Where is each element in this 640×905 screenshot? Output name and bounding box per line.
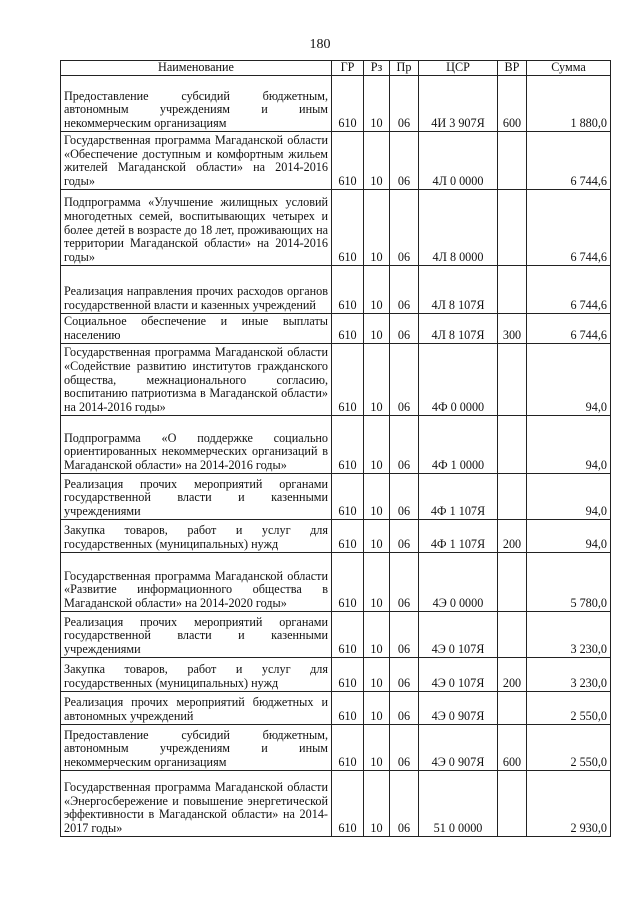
row-csr: 4Л 0 0000: [419, 132, 498, 190]
row-pr: 06: [390, 771, 419, 837]
row-sum: 94,0: [527, 416, 611, 474]
table-row: [61, 771, 611, 837]
row-gr: 610: [332, 416, 364, 474]
row-csr: 51 0 0000: [419, 771, 498, 837]
row-name: Государственная программа Магаданской области «Обеспечение доступным и комфортным жильем жителей Магаданской области» на 2014-2016 годы»: [61, 132, 332, 190]
table-header-row: [61, 61, 611, 76]
row-name: Предоставление субсидий бюджетным, автономным учреждениям и иным некоммерческим организациям: [61, 76, 332, 132]
row-pr: 06: [390, 520, 419, 553]
row-pr: 06: [390, 612, 419, 658]
row-csr: 4Э 0 907Я: [419, 692, 498, 725]
row-gr: 610: [332, 520, 364, 553]
row-sum: 3 230,0: [527, 612, 611, 658]
row-vr: [498, 771, 527, 837]
row-name: Закупка товаров, работ и услуг для государственных (муниципальных) нужд: [61, 520, 332, 553]
row-csr: 4Ф 1 0000: [419, 416, 498, 474]
table-row: [61, 76, 611, 132]
row-csr: 4Ф 1 107Я: [419, 520, 498, 553]
row-vr: 600: [498, 725, 527, 771]
row-vr: [498, 132, 527, 190]
row-name: Государственная программа Магаданской области «Содействие развитию институтов гражданского общества, межнационального согласию, воспитанию патриотизма в Магаданской области» на 2014-2016 годы»: [61, 344, 332, 416]
row-vr: [498, 692, 527, 725]
table-row: [61, 132, 611, 190]
row-gr: 610: [332, 190, 364, 266]
row-pr: 06: [390, 658, 419, 692]
row-sum: 2 550,0: [527, 725, 611, 771]
row-gr: 610: [332, 76, 364, 132]
row-gr: 610: [332, 612, 364, 658]
header-csr: ЦСР: [419, 61, 498, 76]
row-vr: [498, 344, 527, 416]
row-rz: 10: [364, 612, 390, 658]
header-vr: ВР: [498, 61, 527, 76]
row-gr: 610: [332, 314, 364, 344]
row-rz: 10: [364, 692, 390, 725]
table-row: [61, 658, 611, 692]
row-sum: 6 744,6: [527, 266, 611, 314]
row-rz: 10: [364, 474, 390, 520]
row-csr: 4Э 0 907Я: [419, 725, 498, 771]
row-csr: 4Э 0 107Я: [419, 658, 498, 692]
row-csr: 4Э 0 107Я: [419, 612, 498, 658]
row-pr: 06: [390, 474, 419, 520]
row-gr: 610: [332, 692, 364, 725]
row-gr: 610: [332, 132, 364, 190]
row-rz: 10: [364, 266, 390, 314]
header-name: Наименование: [61, 61, 332, 76]
row-rz: 10: [364, 344, 390, 416]
row-vr: [498, 266, 527, 314]
row-vr: [498, 553, 527, 612]
row-rz: 10: [364, 416, 390, 474]
header-rz: Рз: [364, 61, 390, 76]
row-pr: 06: [390, 76, 419, 132]
row-rz: 10: [364, 771, 390, 837]
row-name: Реализация направления прочих расходов органов государственной власти и казенных учреждений: [61, 266, 332, 314]
table-row: [61, 692, 611, 725]
row-sum: 6 744,6: [527, 132, 611, 190]
row-rz: 10: [364, 658, 390, 692]
budget-table: [60, 60, 611, 837]
row-sum: 6 744,6: [527, 314, 611, 344]
row-csr: 4Э 0 0000: [419, 553, 498, 612]
table-row: [61, 553, 611, 612]
row-csr: 4Л 8 0000: [419, 190, 498, 266]
row-name: Предоставление субсидий бюджетным, автономным учреждениям и иным некоммерческим организациям: [61, 725, 332, 771]
table-row: [61, 474, 611, 520]
row-vr: 600: [498, 76, 527, 132]
row-sum: 2 550,0: [527, 692, 611, 725]
row-csr: 4Л 8 107Я: [419, 266, 498, 314]
row-pr: 06: [390, 553, 419, 612]
row-csr: 4Ф 0 0000: [419, 344, 498, 416]
row-pr: 06: [390, 725, 419, 771]
header-sum: Сумма: [527, 61, 611, 76]
row-vr: 300: [498, 314, 527, 344]
table-row: [61, 344, 611, 416]
row-vr: [498, 190, 527, 266]
row-name: Реализация прочих мероприятий органами государственной власти и казенными учреждениями: [61, 474, 332, 520]
table-row: [61, 612, 611, 658]
row-vr: 200: [498, 520, 527, 553]
row-name: Государственная программа Магаданской области «Энергосбережение и повышение энергетической эффективности в Магаданской области» на 2014-2017 годы»: [61, 771, 332, 837]
row-csr: 4Ф 1 107Я: [419, 474, 498, 520]
row-vr: 200: [498, 658, 527, 692]
table-row: [61, 520, 611, 553]
row-rz: 10: [364, 190, 390, 266]
row-gr: 610: [332, 771, 364, 837]
row-vr: [498, 474, 527, 520]
row-name: Государственная программа Магаданской области «Развитие информационного общества в Магаданской области» на 2014-2020 годы»: [61, 553, 332, 612]
row-rz: 10: [364, 553, 390, 612]
row-sum: 94,0: [527, 474, 611, 520]
row-sum: 94,0: [527, 520, 611, 553]
row-name: Социальное обеспечение и иные выплаты населению: [61, 314, 332, 344]
row-rz: 10: [364, 314, 390, 344]
row-pr: 06: [390, 692, 419, 725]
row-sum: 5 780,0: [527, 553, 611, 612]
row-sum: 6 744,6: [527, 190, 611, 266]
row-pr: 06: [390, 132, 419, 190]
row-vr: [498, 612, 527, 658]
header-gr: ГР: [332, 61, 364, 76]
row-sum: 3 230,0: [527, 658, 611, 692]
row-csr: 4И 3 907Я: [419, 76, 498, 132]
row-sum: 94,0: [527, 344, 611, 416]
table-row: [61, 725, 611, 771]
row-pr: 06: [390, 344, 419, 416]
row-gr: 610: [332, 658, 364, 692]
header-pr: Пр: [390, 61, 419, 76]
row-gr: 610: [332, 266, 364, 314]
row-gr: 610: [332, 344, 364, 416]
row-rz: 10: [364, 76, 390, 132]
row-sum: 1 880,0: [527, 76, 611, 132]
row-vr: [498, 416, 527, 474]
table-row: [61, 190, 611, 266]
row-name: Реализация прочих мероприятий бюджетных и автономных учреждений: [61, 692, 332, 725]
row-rz: 10: [364, 132, 390, 190]
row-pr: 06: [390, 190, 419, 266]
row-name: Реализация прочих мероприятий органами государственной власти и казенными учреждениями: [61, 612, 332, 658]
row-pr: 06: [390, 266, 419, 314]
table-row: [61, 266, 611, 314]
row-gr: 610: [332, 553, 364, 612]
row-name: Подпрограмма «Улучшение жилищных условий многодетных семей, воспитывающих четырех и более детей в возрасте до 18 лет, проживающих на территории Магаданской области» на 2014-2016 годы»: [61, 190, 332, 266]
table-row: [61, 416, 611, 474]
row-name: Подпрограмма «О поддержке социально ориентированных некоммерческих организаций в Магаданской области» на 2014-2016 годы»: [61, 416, 332, 474]
row-name: Закупка товаров, работ и услуг для государственных (муниципальных) нужд: [61, 658, 332, 692]
row-sum: 2 930,0: [527, 771, 611, 837]
row-rz: 10: [364, 520, 390, 553]
row-rz: 10: [364, 725, 390, 771]
row-pr: 06: [390, 314, 419, 344]
table-row: [61, 314, 611, 344]
page-number: 180: [309, 37, 331, 52]
row-gr: 610: [332, 725, 364, 771]
row-pr: 06: [390, 416, 419, 474]
row-csr: 4Л 8 107Я: [419, 314, 498, 344]
row-gr: 610: [332, 474, 364, 520]
